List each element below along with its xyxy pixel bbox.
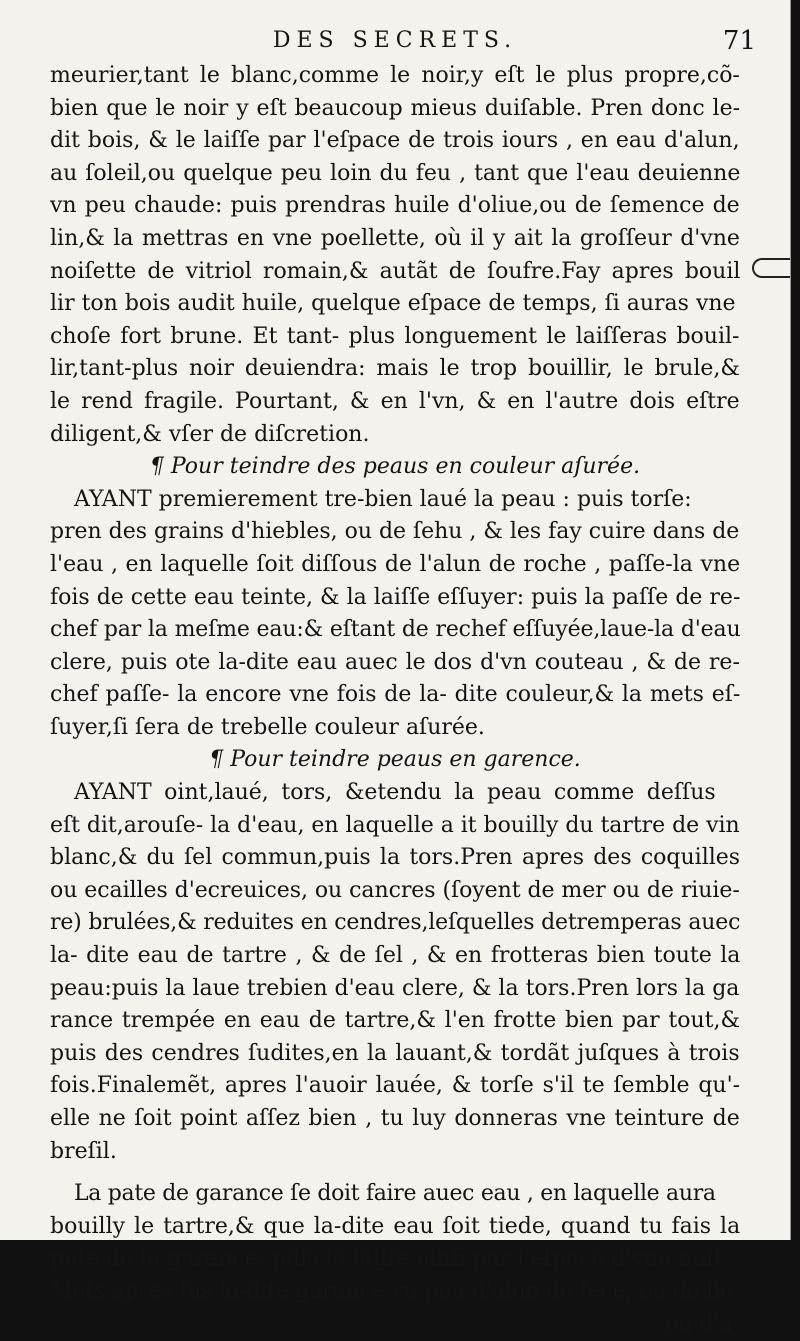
text-line: choſe fort brune. Et tant- plus longuement le laiſſeras bouil- <box>50 323 740 349</box>
text-line: lin,& la mettras en vne poellette, où il y ait la groſſeur d'vne <box>50 225 740 251</box>
text-line: pate de la garance: puis la laiſſe ainſi par l'eſpace d'vne nuit. <box>50 1246 730 1272</box>
text-line: bien que le noir y eſt beaucoup mieus duiſable. Pren donc le- <box>50 95 741 121</box>
text-line: au ſoleil,ou quelque peu loin du feu , tant que l'eau deuienne <box>50 160 741 186</box>
text-line: meurier,tant le blanc,comme le noir,y eſt le plus propre,cõ- <box>50 63 740 88</box>
text-line: fois.Finalemẽt, apres l'auoir lauée, & torſe s'il te ſemble qu'- <box>50 1073 741 1099</box>
text-line: fois de cette eau teinte, & la laiſſe eſſuyer: puis la paſſe de re- <box>50 584 741 610</box>
paragraph-4 <box>50 1178 740 1308</box>
text-line: l'eau , en laquelle ſoit diſſous de l'alun de roche , paſſe-la vne <box>50 551 741 577</box>
text-line: blanc,& du ſel commun,puis la tors.Pren apres des coquilles <box>50 845 741 871</box>
text-line: puis des cendres ſudites,en la lauant,& tordãt juſques à trois <box>50 1040 740 1066</box>
text-line: vn peu chaude: puis prendras huile d'oliue,ou de ſemence de <box>50 193 740 219</box>
text-line: eſt dit,arouſe- la d'eau, en laquelle a it bouilly du tartre de vin <box>50 812 740 838</box>
margin-tab-mark <box>752 258 790 278</box>
text-line: le rend fragile. Pourtant, & en l'vn, & en l'autre dois eſtre <box>50 388 740 414</box>
paragraph-1 <box>50 60 740 451</box>
text-line: Mets apres ſus la-dite garance vn peu d'alun de fece, ou de lie, <box>50 1278 740 1304</box>
section-heading-asuree: ¶ Pour teindre des peaus en couleur aſurée. <box>149 454 641 480</box>
section-heading-garence: ¶ Pour teindre peaus en garence. <box>209 747 581 773</box>
text-line: lir,tant-plus noir deuiendra: mais le trop bouillir, le brule,& <box>50 356 740 382</box>
paragraph-2 <box>50 484 740 745</box>
text-line: elle ne ſoit point aſſez bien , tu luy donneras vne teinture de <box>50 1106 740 1131</box>
text-line: noiſette de vitriol romain,& autãt de ſoufre.Fay apres bouil <box>50 258 741 284</box>
text-line: lir ton bois audit huile, quelque eſpace de temps, ſi auras vne <box>50 291 736 317</box>
text-line: bouilly le tartre,& que la-dite eau ſoit tiede, quand tu fais la <box>50 1213 741 1239</box>
page-body <box>50 60 740 1341</box>
text-line: chef paſſe- la encore vne fois de la- dite couleur,& la mets eſ- <box>50 682 741 708</box>
text-line: re) brulées,& reduites en cendres,leſquelles detremperas auec <box>50 910 741 936</box>
paragraph-gap <box>50 1168 740 1178</box>
text-line: breſil. <box>50 1138 117 1164</box>
text-line: ou ecailles d'ecreuices, ou cancres (ſoyent de mer ou de riuie- <box>50 877 740 903</box>
text-line: rance trempée en eau de tartre,& l'en frotte bien par tout,& <box>50 1008 741 1034</box>
text-line: AYANT oint,laué, tors, &etendu la peau comme deſſus <box>74 780 716 806</box>
text-line: La pate de garance ſe doit faire auec eau , en laquelle aura <box>74 1181 716 1207</box>
text-line: pren des grains d'hiebles, ou de ſehu , & les fay cuire dans de <box>50 519 740 545</box>
text-line: AYANT premierement tre-bien laué la peau : puis torſe: <box>74 486 692 512</box>
text-line: dit bois, & le laiſſe par l'eſpace de trois iours , en eau d'alun, <box>50 128 740 154</box>
text-line: peau:puis la laue trebien d'eau clere, & la tors.Pren lors la ga <box>50 975 740 1001</box>
running-title: DES SECRETS. <box>272 28 518 53</box>
text-line: diligent,& vſer de diſcretion. <box>50 421 370 447</box>
text-line: ſuyer,ſi ſera de trebelle couleur aſurée. <box>50 714 485 740</box>
catchword: ou d'a- <box>664 1311 740 1337</box>
paragraph-3 <box>50 777 740 1168</box>
text-line: clere, puis ote la-dite eau auec le dos d'vn couteau , & de re- <box>50 649 740 675</box>
page-number: 71 <box>722 26 756 56</box>
text-line: la- dite eau de tartre , & de ſel , & en frotteras bien toute la <box>50 943 741 969</box>
text-line: chef par la meſme eau:& eſtant de rechef eſſuyée,laue-la d'eau <box>50 617 741 643</box>
